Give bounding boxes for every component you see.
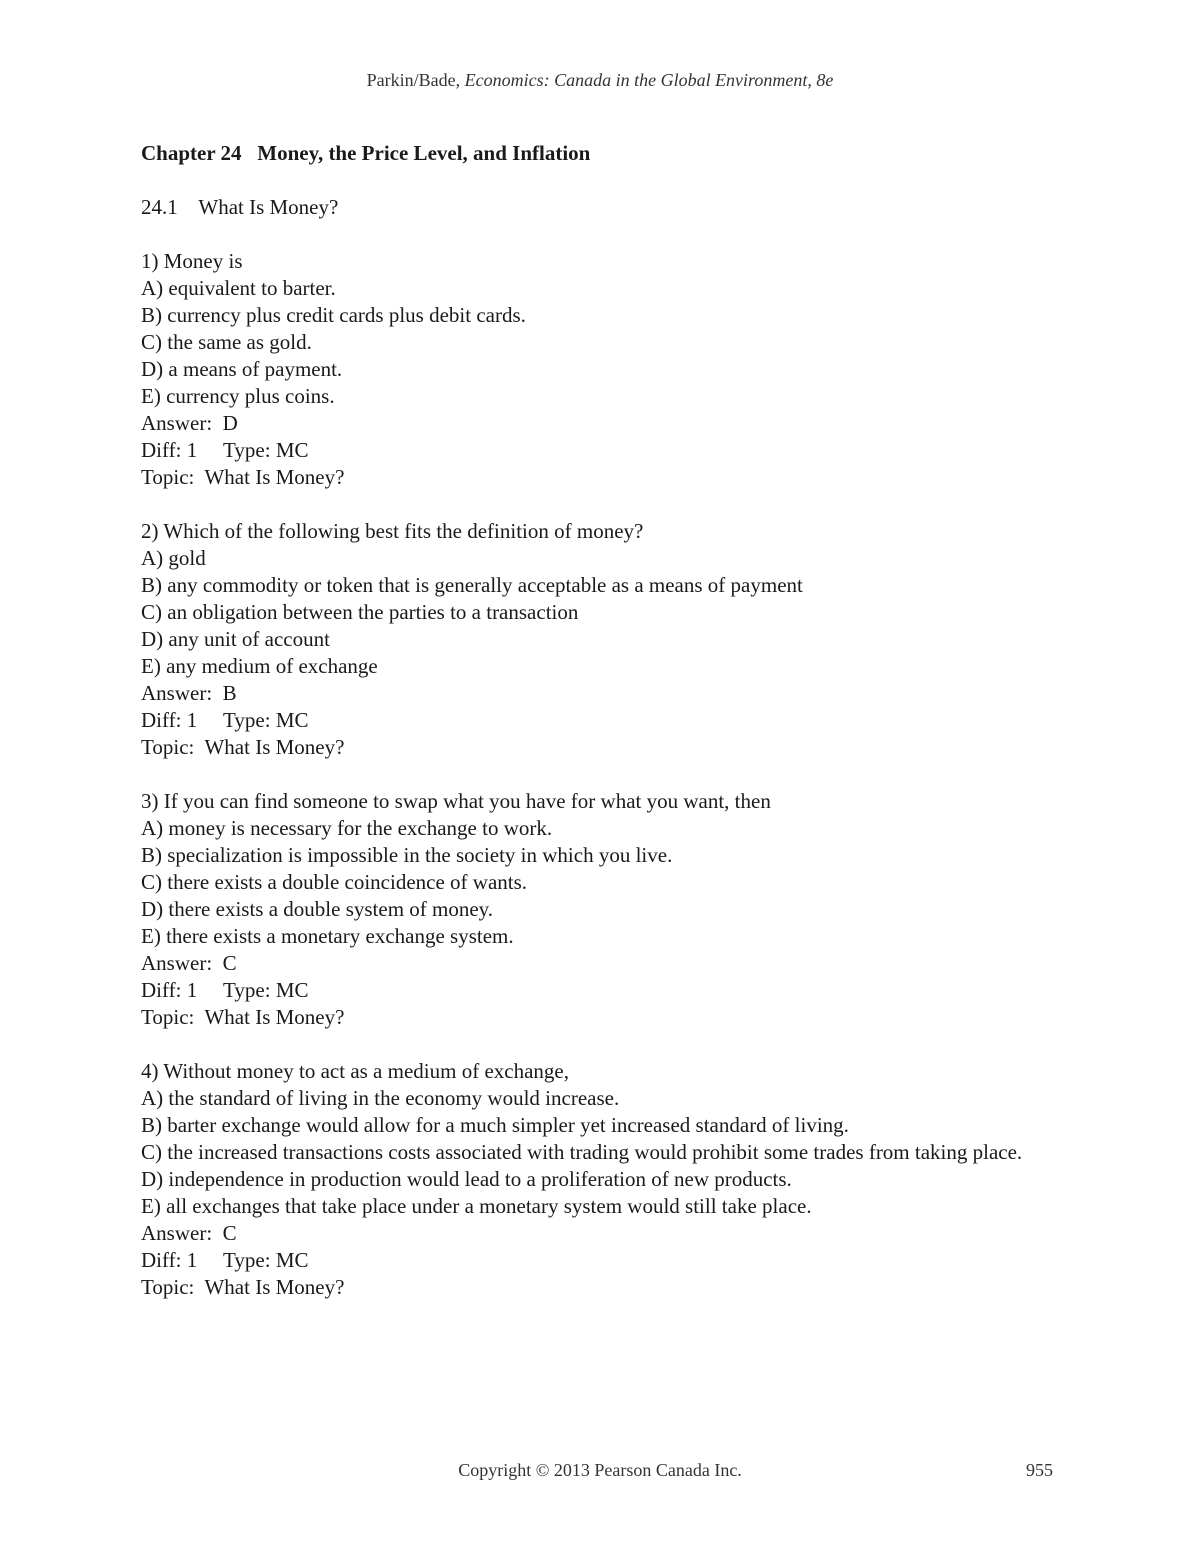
option-c: C) an obligation between the parties to a transaction	[141, 600, 579, 624]
option-e: E) there exists a monetary exchange system.	[141, 924, 514, 948]
section-title: 24.1 What Is Money?	[141, 195, 339, 219]
option-d: D) a means of payment.	[141, 357, 343, 381]
page-number: 955	[1026, 1460, 1053, 1480]
page-content	[141, 140, 1041, 1328]
header-book-title: Economics: Canada in the Global Environment, 8e	[464, 70, 834, 90]
option-b: B) specialization is impossible in the society in which you live.	[141, 843, 673, 867]
option-d: D) there exists a double system of money.	[141, 897, 494, 921]
question-stem: 3) If you can find someone to swap what you have for what you want, then	[141, 789, 771, 813]
option-d: D) any unit of account	[141, 627, 330, 651]
answer: Answer: C	[141, 1221, 237, 1245]
question-2	[141, 518, 1041, 761]
difficulty-type: Diff: 1 Type: MC	[141, 1248, 309, 1272]
option-b: B) barter exchange would allow for a much simpler yet increased standard of living.	[141, 1113, 849, 1137]
topic: Topic: What Is Money?	[141, 1275, 345, 1299]
difficulty-type: Diff: 1 Type: MC	[141, 708, 309, 732]
question-4	[141, 1058, 1041, 1301]
question-1	[141, 248, 1041, 491]
topic: Topic: What Is Money?	[141, 465, 345, 489]
option-e: E) any medium of exchange	[141, 654, 378, 678]
option-a: A) gold	[141, 546, 206, 570]
option-a: A) equivalent to barter.	[141, 276, 336, 300]
chapter-title: Chapter 24 Money, the Price Level, and Inflation	[141, 141, 591, 165]
answer: Answer: D	[141, 411, 238, 435]
answer: Answer: C	[141, 951, 237, 975]
option-e: E) all exchanges that take place under a monetary system would still take place.	[141, 1194, 812, 1218]
footer-copyright: Copyright © 2013 Pearson Canada Inc.	[458, 1460, 742, 1480]
question-3	[141, 788, 1041, 1031]
option-d: D) independence in production would lead to a proliferation of new products.	[141, 1167, 792, 1191]
difficulty-type: Diff: 1 Type: MC	[141, 978, 309, 1002]
option-a: A) money is necessary for the exchange to work.	[141, 816, 553, 840]
question-stem: 1) Money is	[141, 249, 243, 273]
difficulty-type: Diff: 1 Type: MC	[141, 438, 309, 462]
header-authors: Parkin/Bade,	[366, 70, 465, 90]
question-stem: 2) Which of the following best fits the definition of money?	[141, 519, 644, 543]
option-c: C) the same as gold.	[141, 330, 312, 354]
option-b: B) currency plus credit cards plus debit cards.	[141, 303, 526, 327]
option-c: C) the increased transactions costs associated with trading would prohibit some trades from taking place.	[141, 1140, 1023, 1164]
option-a: A) the standard of living in the economy would increase.	[141, 1086, 620, 1110]
option-e: E) currency plus coins.	[141, 384, 335, 408]
topic: Topic: What Is Money?	[141, 1005, 345, 1029]
topic: Topic: What Is Money?	[141, 735, 345, 759]
question-stem: 4) Without money to act as a medium of exchange,	[141, 1059, 569, 1083]
option-b: B) any commodity or token that is generally acceptable as a means of payment	[141, 573, 803, 597]
answer: Answer: B	[141, 681, 237, 705]
option-c: C) there exists a double coincidence of wants.	[141, 870, 528, 894]
page-header	[0, 70, 1200, 91]
